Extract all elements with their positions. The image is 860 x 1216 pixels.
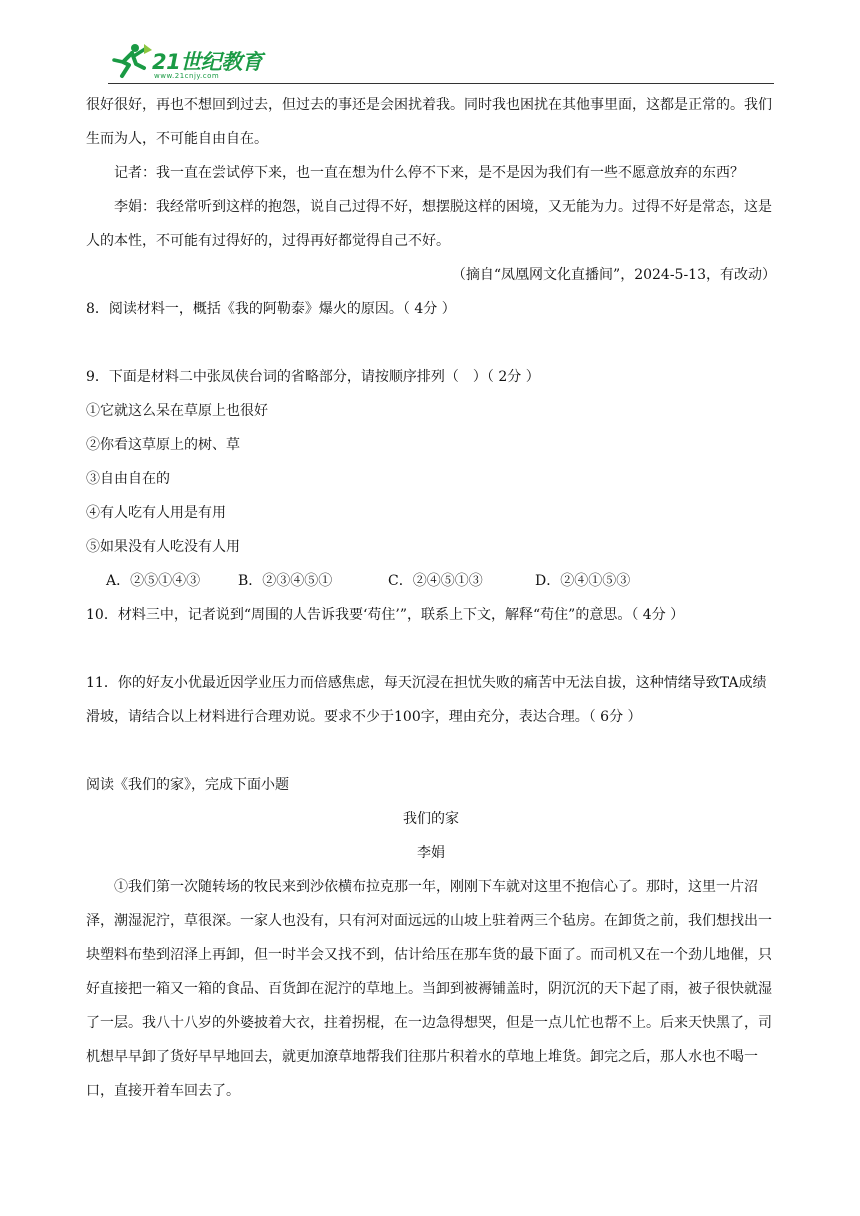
q9-option-d: D．②④①⑤③ <box>535 573 631 589</box>
page-header <box>108 42 774 88</box>
q9-option-a: A．②⑤①④③ <box>106 573 201 589</box>
material3-paragraph: 记者：我一直在尝试停下来，也一直在想为什么停不下来，是不是因为我们有一些不愿意放弃的东西？ <box>114 165 744 181</box>
logo-text: 21世纪教育 <box>152 50 263 74</box>
article-title: 我们的家 <box>403 811 459 827</box>
article-paragraph: ①我们第一次随转场的牧民来到沙依横布拉克那一年，刚刚下车就对这里不抱信心了。那时，这里一片沼泽，潮湿泥泞，草很深。一家人也没有，只有河对面远远的山坡上驻着两三个毡房。在卸货之前，我们想找出一块塑料布垫到沼泽上再卸，但一时半会又找不到，估计给压在那车货的最下面了。而司机又在一个劲儿地催，只好直接把一箱又一箱的食品、百货卸在泥泞的草地上。当卸到被褥铺盖时，阴沉沉的天下起了雨，被子很快就湿了一层。我八十八岁的外婆披着大衣，拄着拐棍，在一边急得想哭，但是一点儿忙也帮不上。后来天快黑了，司机想早早卸了货好早早地回去，就更加潦草地帮我们往那片积着水的草地上堆货。卸完之后，那人水也不喝一口，直接开着车回去了。 <box>86 879 772 1099</box>
question-9: 9．下面是材料二中张凤侠台词的省略部分，请按顺序排列（ ）（ 2分 ） <box>86 369 540 385</box>
question-8: 8．阅读材料一，概括《我的阿勒泰》爆火的原因。（ 4分 ） <box>86 301 456 317</box>
question-10: 10．材料三中，记者说到“周围的人告诉我要‘苟住’”，联系上下文，解释“苟住”的意思。（ 4分 ） <box>86 607 685 623</box>
q9-item: ②你看这草原上的树、草 <box>86 437 240 453</box>
q9-option-b: B．②③④⑤① <box>238 573 333 589</box>
page-content <box>86 88 776 1108</box>
q9-option-c: C．②④⑤①③ <box>388 573 483 589</box>
q9-options <box>86 564 776 598</box>
header-divider <box>108 83 774 84</box>
material3-paragraph: 很好很好，再也不想回到过去，但过去的事还是会困扰着我。同时我也困扰在其他事里面，这都是正常的。我们生而为人，不可能自由自在。 <box>86 97 772 147</box>
logo-url: www.21cnjy.com <box>154 72 220 80</box>
q9-item: ③自由自在的 <box>86 471 170 487</box>
running-man-icon <box>108 42 152 82</box>
q9-item: ⑤如果没有人吃没有人用 <box>86 539 240 555</box>
q9-item: ①它就这么呆在草原上也很好 <box>86 403 268 419</box>
q9-item: ④有人吃有人用是有用 <box>86 505 226 521</box>
site-logo <box>108 42 278 82</box>
article-author: 李娟 <box>417 845 445 861</box>
material3-paragraph: 李娟：我经常听到这样的抱怨，说自己过得不好，想摆脱这样的困境，又无能为力。过得不好是常态，这是人的本性，不可能有过得好的，过得再好都觉得自己不好。 <box>86 199 772 249</box>
reading-intro: 阅读《我们的家》，完成下面小题 <box>86 777 289 793</box>
question-11: 11．你的好友小优最近因学业压力而倍感焦虑，每天沉浸在担忧失败的痛苦中无法自拔，这种情绪导致TA成绩滑坡，请结合以上材料进行合理劝说。要求不少于100字，理由充分，表达合理。（ 6分 ） <box>86 675 767 725</box>
source-citation: （摘自“凤凰网文化直播间”，2024-5-13，有改动） <box>451 267 776 283</box>
